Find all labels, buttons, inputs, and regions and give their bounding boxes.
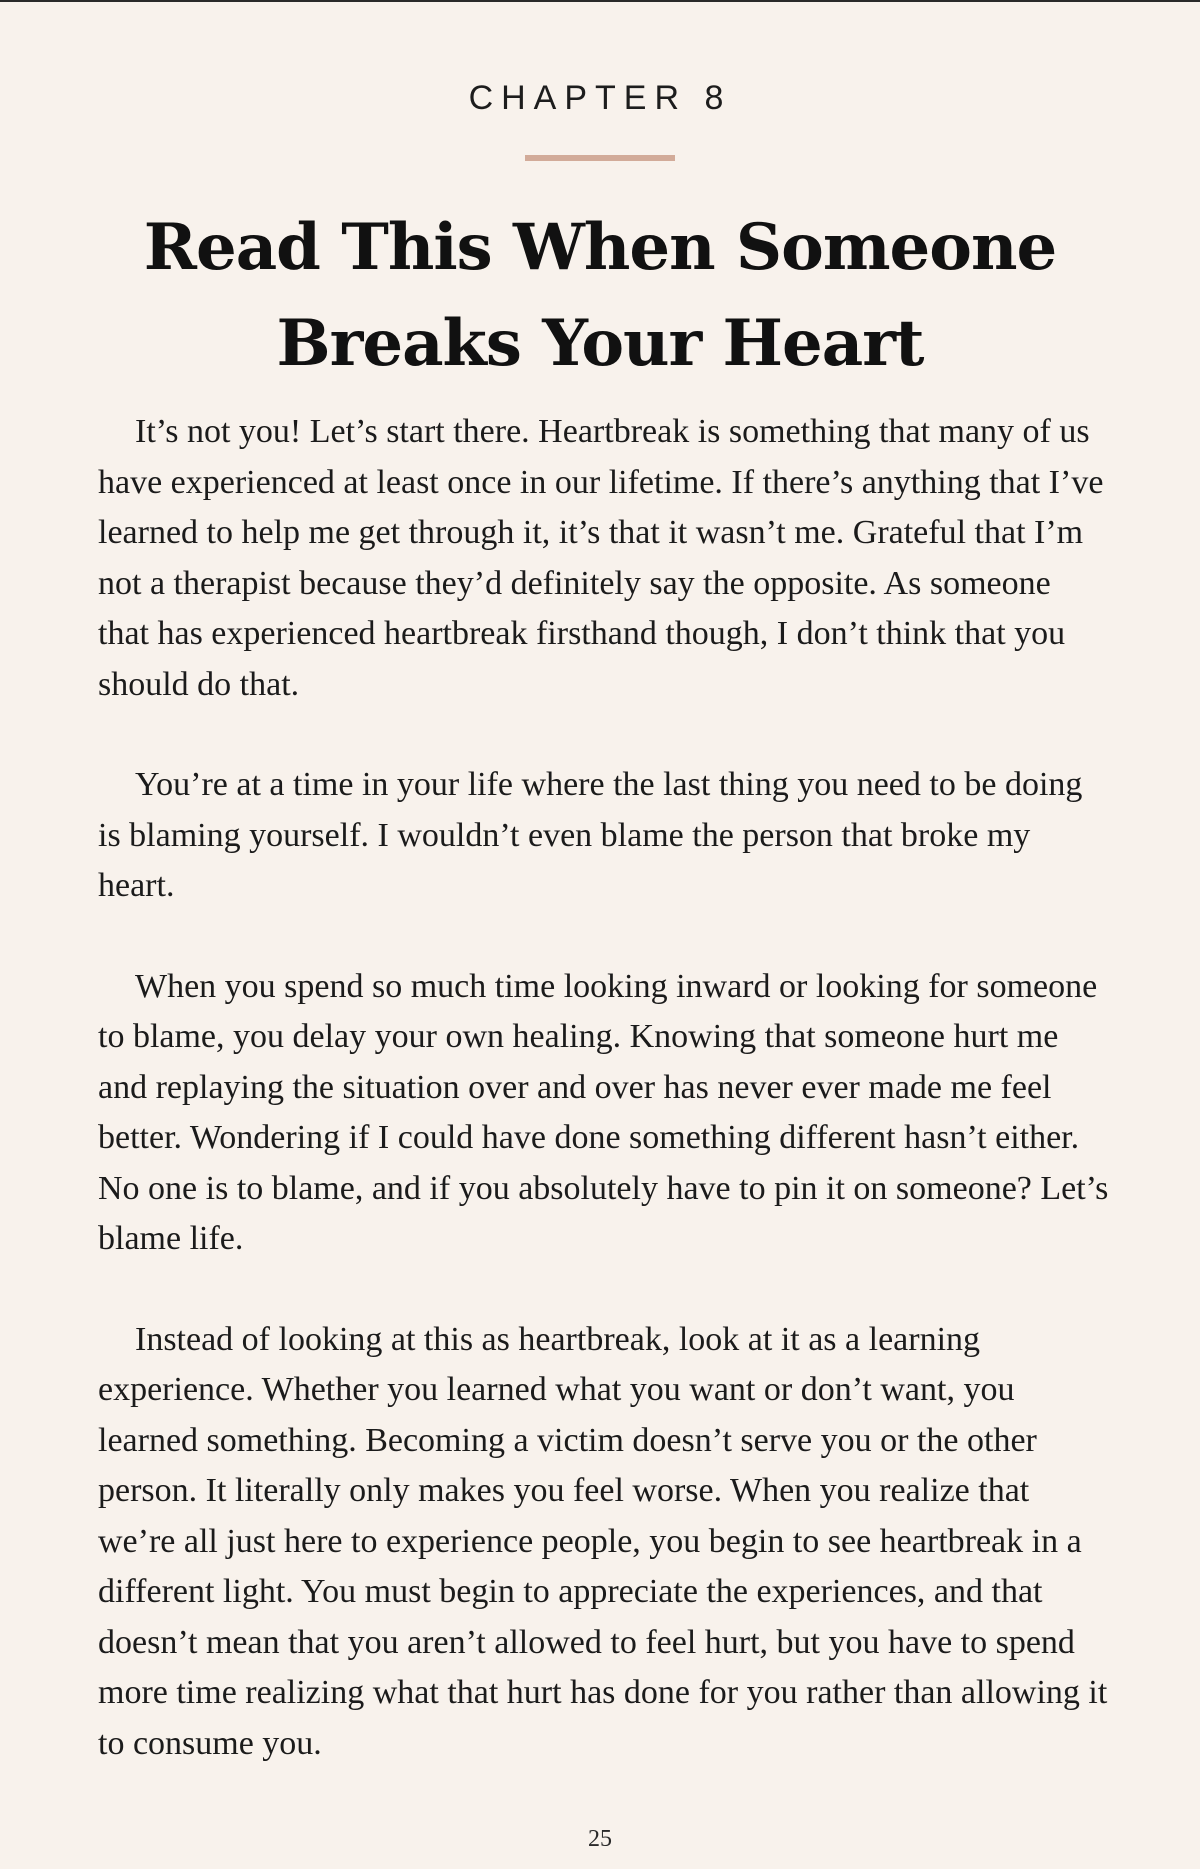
paragraph-3: When you spend so much time looking inward or looking for someone to blame, you delay your own healing. Knowing that someone hurt me and replaying the situation over and over has never ever made me feel better. Wondering if I could have done something different hasn’t either. No one is to blame, and if you absolutely have to pin it on someone? Let’s blame life. (98, 967, 1109, 1257)
paragraph-2: You’re at a time in your life where the last thing you need to be doing is blaming yourself. I wouldn’t even blame the person that broke my heart. (98, 766, 1083, 904)
chapter-divider (525, 155, 675, 161)
chapter-body (98, 407, 1110, 1819)
paragraph-4: Instead of looking at this as heartbreak, look at it as a learning experience. Whether you learned what you want or don’t want, you learned something. Becoming a victim doesn’t serve you or the other person. It literally only makes you feel worse. When you realize that we’re all just here to experience people, you begin to see heartbreak in a different light. You must begin to appreciate the experiences, and that doesn’t mean that you aren’t allowed to feel hurt, but you have to spend more time realizing what that hurt has done for you rather than allowing it to consume you. (98, 1320, 1108, 1762)
page-number: 25 (588, 1826, 612, 1852)
chapter-label: CHAPTER 8 (468, 79, 732, 117)
chapter-title: Read This When Someone Breaks Your Heart (143, 210, 1057, 381)
paragraph-1: It’s not you! Let’s start there. Heartbreak is something that many of us have experienced at least once in our lifetime. If there’s anything that I’ve learned to help me get through it, it’s that it wasn’t me. Grateful that I’m not a therapist because they’d definitely say the opposite. As someone that has experienced heartbreak firsthand though, I don’t think that you should do that. (98, 413, 1104, 703)
